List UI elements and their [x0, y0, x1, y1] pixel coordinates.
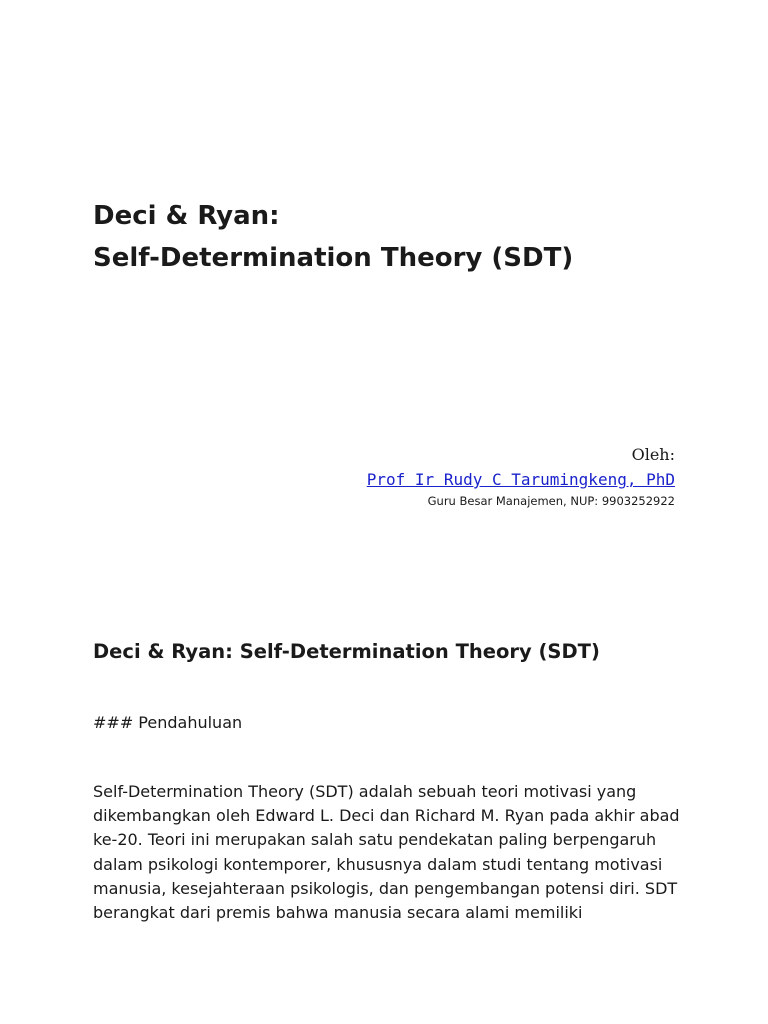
byline-label: Oleh:: [631, 445, 675, 464]
section-subheading: ### Pendahuluan: [93, 713, 243, 732]
section-title: Deci & Ryan: Self-Determination Theory (SDT): [93, 640, 600, 663]
byline: [175, 444, 675, 509]
paragraph-line: dalam psikologi kontemporer, khususnya dalam studi tentang motivasi: [93, 854, 663, 874]
cover-title: [93, 195, 573, 279]
paragraph-line: berangkat dari premis bahwa manusia secara alami memiliki: [93, 903, 583, 923]
cover-title-line-2: Self-Determination Theory (SDT): [93, 243, 574, 273]
author-link[interactable]: Prof Ir Rudy C Tarumingkeng, PhD: [366, 470, 675, 489]
paragraph-line: manusia, kesejahteraan psikologis, dan pengembangan potensi diri. SDT: [93, 878, 678, 898]
paragraph-line: dikembangkan oleh Edward L. Deci dan Richard M. Ryan pada akhir abad: [93, 806, 680, 826]
author-affiliation: Guru Besar Manajemen, NUP: 9903252922: [427, 494, 675, 508]
cover-title-line-1: Deci & Ryan:: [93, 201, 280, 231]
paragraph-line: Self-Determination Theory (SDT) adalah sebuah teori motivasi yang: [93, 782, 637, 801]
paragraph-line: ke-20. Teori ini merupakan salah satu pendekatan paling berpengaruh: [93, 830, 657, 850]
body-paragraph: [93, 780, 680, 925]
